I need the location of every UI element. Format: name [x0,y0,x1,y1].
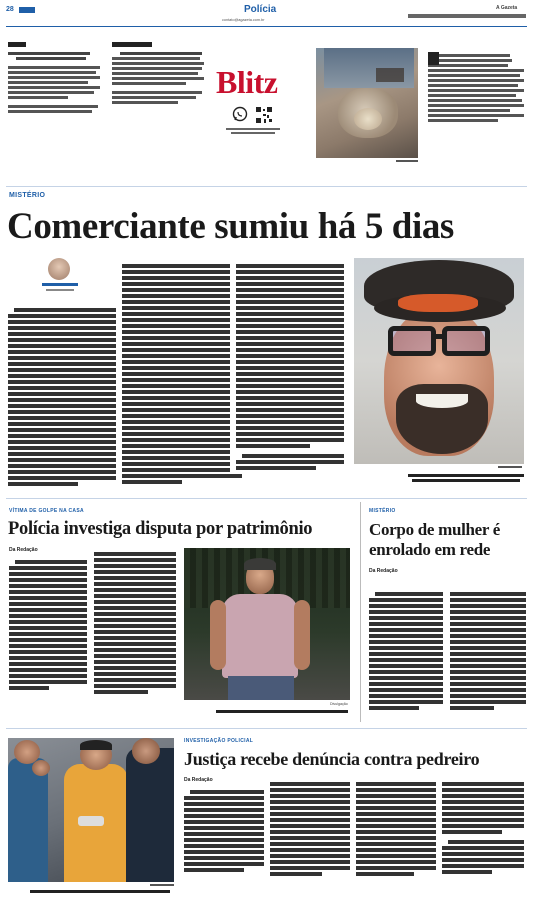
header-rule [6,26,527,27]
newspaper-name: A Gazeta [496,5,518,11]
patrimony-column-2 [94,550,176,696]
mason-column-4 [442,780,524,876]
author-role [46,289,74,291]
section-title: Polícia [244,4,277,15]
patrimony-column-1 [9,558,87,692]
main-column-2 [122,262,230,486]
main-column-3 [236,262,344,472]
note-column-3 [428,52,524,124]
mason-kicker: INVESTIGAÇÃO POLICIAL [184,738,254,744]
woman-column-1 [369,590,443,712]
woman-headline: Corpo de mulher é enrolado em rede [369,520,501,559]
author-name [42,283,78,286]
whatsapp-icon [232,106,248,122]
mason-headline: Justiça recebe denúncia contra pedreiro [184,749,480,769]
main-photo-credit [498,466,522,468]
mason-column-1 [184,788,264,874]
author-avatar [48,258,70,280]
main-column-1 [8,306,116,488]
patrimony-photo-caption [216,710,348,713]
section-rule-3 [6,728,527,729]
patrimony-kicker: VÍTIMA DE GOLPE NA CASA [9,508,84,514]
mason-column-3 [356,780,436,878]
note-column-2 [112,42,204,106]
patrimony-headline: Polícia investiga disputa por patrimônio [8,519,313,539]
blitz-contact [226,127,280,134]
main-photo-caption [408,472,524,482]
header-contact: contato@agazeta.com.br [222,18,265,22]
mason-photo [8,738,174,882]
mason-photo-credit [150,884,174,886]
blitz-logo: Blitz [216,64,278,100]
mason-photo-caption [30,890,170,893]
top-photo [316,48,418,158]
woman-byline: Da Redação [369,568,398,574]
woman-kicker: MISTÉRIO [369,508,396,514]
main-column-end [122,472,338,478]
mason-byline: Da Redação [184,777,213,783]
note-column-1 [8,42,100,115]
woman-column-2 [450,590,526,712]
qr-code-icon [255,106,273,124]
header-logo-mark [19,7,35,13]
main-headline: Comerciante sumiu há 5 dias [7,206,454,247]
header-date [408,14,526,18]
page-number: 28 [6,6,14,13]
column-divider [360,502,361,722]
section-rule-1 [6,186,527,187]
section-rule-2 [6,498,527,499]
top-photo-credit [396,160,418,162]
main-kicker: MISTÉRIO [9,192,46,199]
mason-column-2 [270,780,350,878]
main-photo [354,258,524,464]
patrimony-photo [184,548,350,700]
patrimony-photo-credit: Divulgação [330,702,348,706]
patrimony-byline: Da Redação [9,547,38,553]
